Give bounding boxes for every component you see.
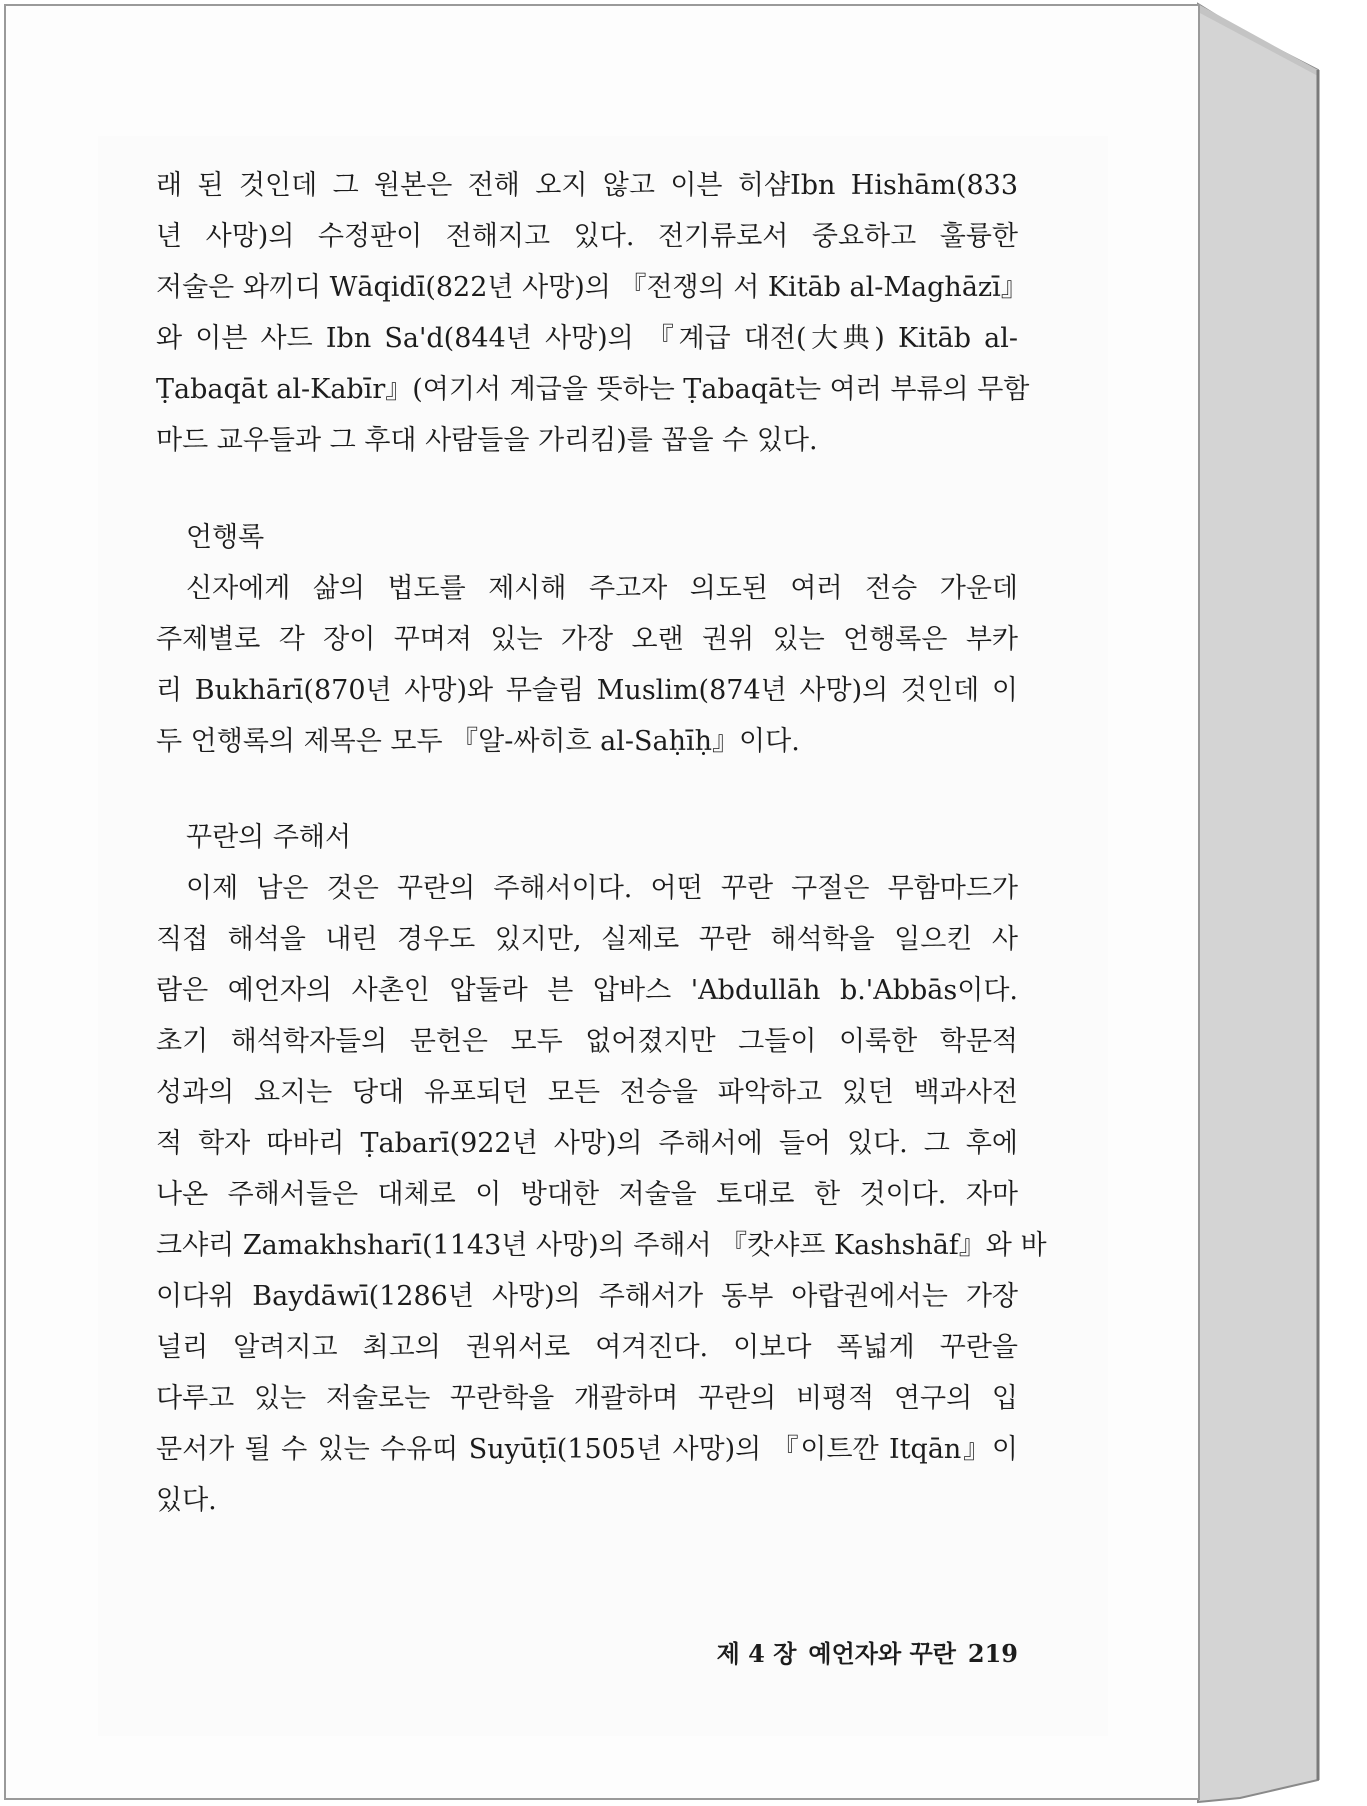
text-line: 신자에게 삶의 법도를 제시해 주고자 의도된 여러 전승 가운데 bbox=[186, 573, 1018, 604]
text-line: 적 학자 따바리 Ṭabarī(922년 사망)의 주해서에 들어 있다. 그 후에 bbox=[156, 1128, 1018, 1159]
text-line: 성과의 요지는 당대 유포되던 모든 전승을 파악하고 있던 백과사전 bbox=[156, 1077, 1018, 1108]
text-line: 있다. bbox=[156, 1485, 217, 1516]
text-line: 문서가 될 수 있는 수유띠 Suyūṭī(1505년 사망)의 『이트깐 Itqān』이 bbox=[156, 1434, 1018, 1465]
text-line: 저술은 와끼디 Wāqidī(822년 사망)의 『전쟁의 서 Kitāb al-Maghāzī』 bbox=[156, 272, 1028, 303]
section-heading: 꾸란의 주해서 bbox=[186, 822, 352, 853]
text-line: 다루고 있는 저술로는 꾸란학을 개괄하며 꾸란의 비평적 연구의 입 bbox=[156, 1383, 1018, 1414]
footer-chapter-title: 예언자와 꾸란 bbox=[808, 1639, 956, 1668]
text-line: 초기 해석학자들의 문헌은 모두 없어졌지만 그들이 이룩한 학문적 bbox=[156, 1026, 1018, 1057]
text-line: 람은 예언자의 사촌인 압둘라 븐 압바스 'Abdullāh b.'Abbās이다. bbox=[156, 975, 1018, 1006]
text-line: 와 이븐 사드 Ibn Sa'd(844년 사망)의 『계급 대전(大典) Kitāb al- bbox=[156, 323, 1018, 354]
text-line: 주제별로 각 장이 꾸며져 있는 가장 오랜 권위 있는 언행록은 부카 bbox=[156, 624, 1018, 655]
text-line: 이제 남은 것은 꾸란의 주해서이다. 어떤 꾸란 구절은 무함마드가 bbox=[186, 873, 1018, 904]
section-hadith-collections bbox=[156, 512, 1018, 767]
text-line: 년 사망)의 수정판이 전해지고 있다. 전기류로서 중요하고 훌륭한 bbox=[156, 221, 1018, 252]
text-line: 리 Bukhārī(870년 사망)와 무슬림 Muslim(874년 사망)의 것인데 이 bbox=[156, 675, 1018, 706]
text-line: 래 된 것인데 그 원본은 전해 오지 않고 이븐 히샴Ibn Hishām(833 bbox=[156, 170, 1018, 201]
text-line: 이다위 Baydāwī(1286년 사망)의 주해서가 동부 아랍권에서는 가장 bbox=[156, 1281, 1018, 1312]
text-line: 크샤리 Zamakhsharī(1143년 사망)의 주해서 『캇샤프 Kashshāf』와 바 bbox=[156, 1230, 1047, 1261]
text-line: 직접 해석을 내린 경우도 있지만, 실제로 꾸란 해석학을 일으킨 사 bbox=[156, 924, 1018, 955]
text-line: 마드 교우들과 그 후대 사람들을 가리킴)를 꼽을 수 있다. bbox=[156, 425, 818, 456]
paragraph-hadith-biography bbox=[156, 160, 1030, 466]
section-heading: 언행록 bbox=[186, 522, 265, 553]
footer-chapter: 제 4 장 bbox=[716, 1639, 797, 1668]
section-quran-commentary bbox=[156, 812, 1047, 1526]
text-line: 두 언행록의 제목은 모두 『알-싸히흐 al-Saḥīḥ』이다. bbox=[156, 726, 800, 757]
text-line: 나온 주해서들은 대체로 이 방대한 저술을 토대로 한 것이다. 자마 bbox=[156, 1179, 1018, 1210]
running-footer bbox=[700, 1634, 1018, 1669]
page-number: 219 bbox=[967, 1639, 1018, 1668]
text-line: Ṭabaqāt al-Kabīr』(여기서 계급을 뜻하는 Ṭabaqāt는 여러 부류의 무함 bbox=[156, 374, 1030, 405]
text-line: 널리 알려지고 최고의 권위서로 여겨진다. 이보다 폭넓게 꾸란을 bbox=[156, 1332, 1018, 1363]
